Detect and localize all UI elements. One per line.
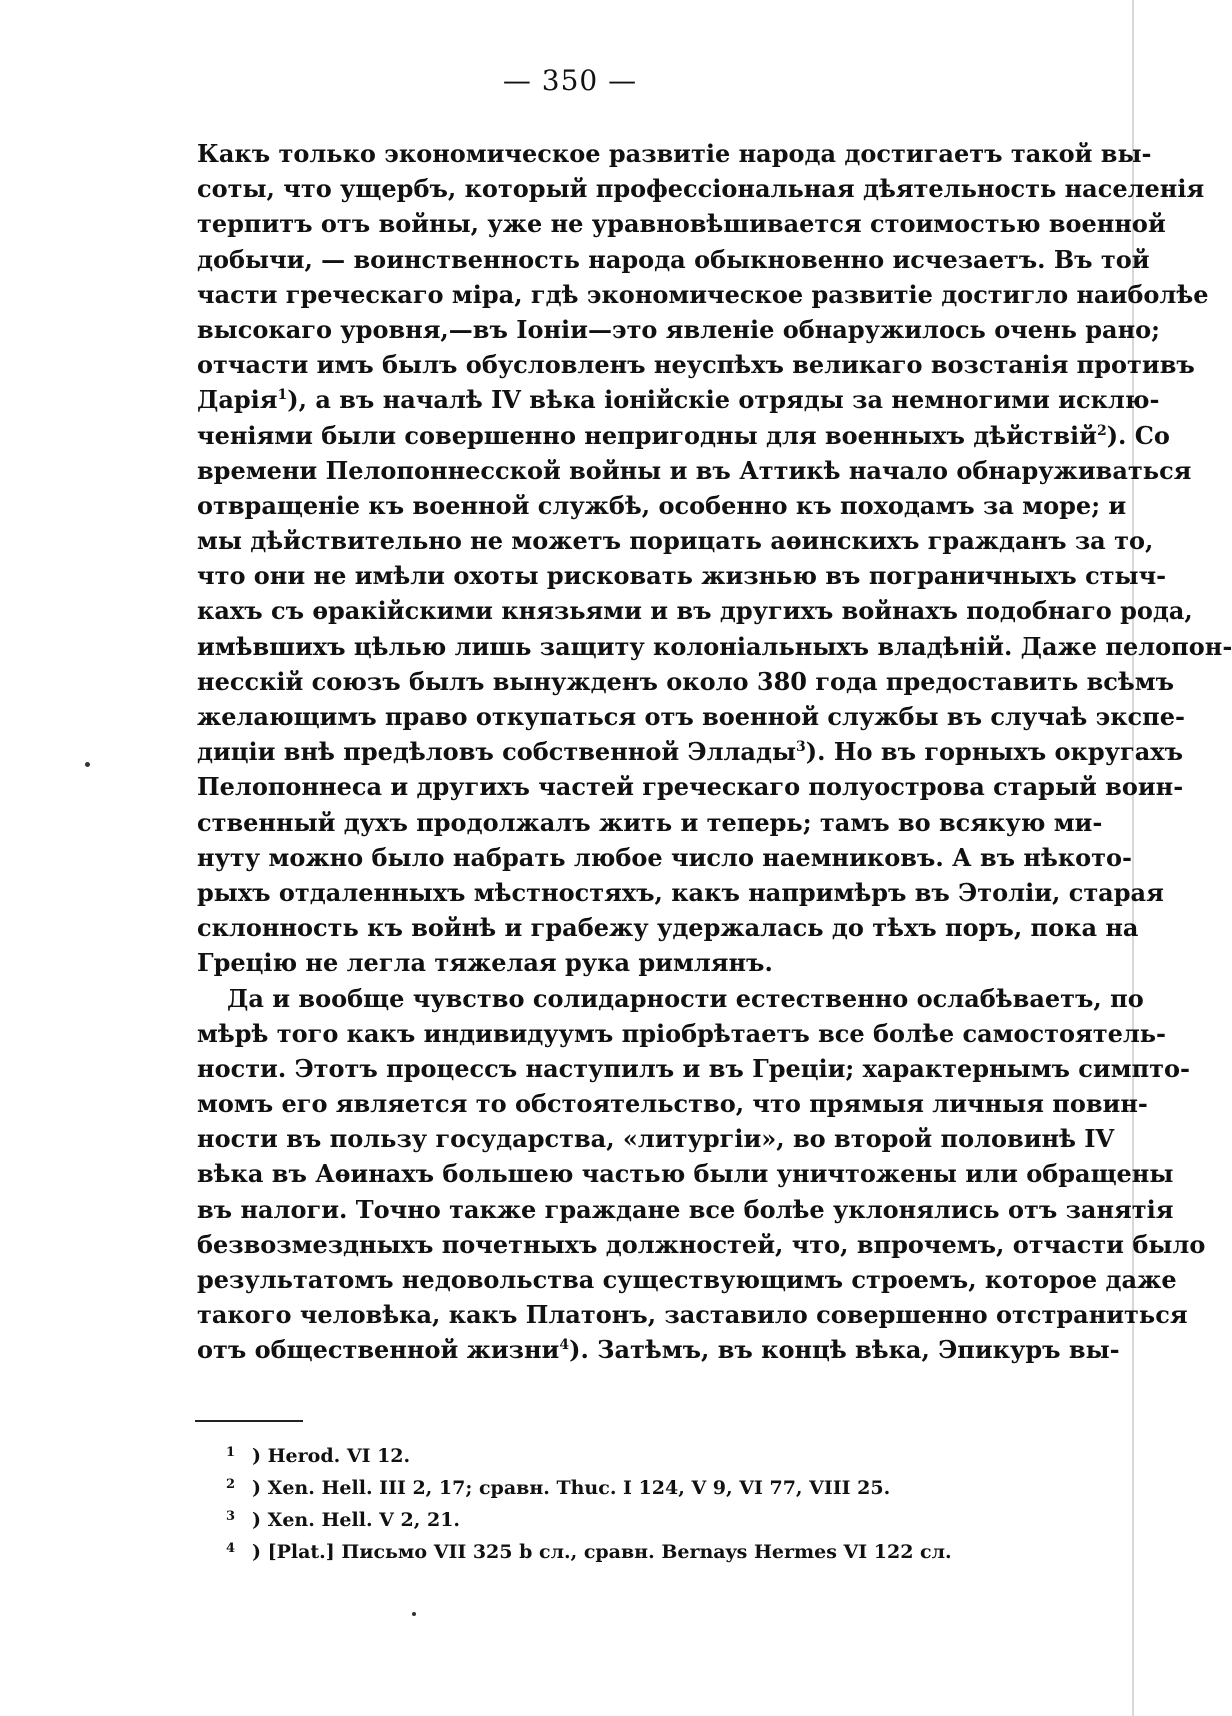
text-line: результатомъ недовольства существующимъ строемъ, которое даже bbox=[197, 1265, 1177, 1294]
text-line: отчасти имъ былъ обусловленъ неуспѣхъ великаго возстанія противъ bbox=[197, 350, 1195, 380]
footnote: $^2$ ) Xen. Hell. III 2, 17; сравн. Thuc. I 124, V 9, VI 77, VIII 25. bbox=[226, 1477, 891, 1499]
footnote: $^3$ ) Xen. Hell. V 2, 21. bbox=[226, 1509, 461, 1531]
footnote-ref: 4 bbox=[559, 1337, 570, 1354]
footnote-ref: 2 bbox=[1096, 422, 1107, 439]
text-line: диціи внѣ предѣловъ собственной Эллады$^3$). Но въ горныхъ округахъ bbox=[197, 737, 1183, 767]
text-line: несскій союзъ былъ вынужденъ около 380 года предоставить всѣмъ bbox=[197, 666, 1175, 696]
text-line: желающимъ право откупаться отъ военной службы въ случаѣ экспе- bbox=[197, 702, 1185, 731]
footnote-number: 1 bbox=[226, 1445, 236, 1460]
text-line: ченіями были совершенно непригодны для военныхъ дѣйствій$^2$). Со bbox=[197, 420, 1170, 450]
text-line: ственный духъ продолжалъ жить и теперь; тамъ во всякую ми- bbox=[197, 807, 1103, 837]
text-line: отвращеніе къ военной службѣ, особенно къ походамъ за море; и bbox=[197, 490, 1127, 520]
footnote-rule bbox=[195, 1420, 303, 1422]
text-line: части греческаго міра, гдѣ экономическое развитіе достигло наиболѣе bbox=[197, 279, 1209, 309]
text-line: добычи, — воинственность народа обыкновенно исчезаетъ. Въ той bbox=[197, 244, 1150, 274]
text-line: Да и вообще чувство солидарности естественно ослабѣваетъ, по bbox=[227, 983, 1144, 1013]
text-line: Пелопоннеса и другихъ частей греческаго полуострова старый воин- bbox=[197, 772, 1184, 802]
text-line: вѣка въ Аѳинахъ большею частью были уничтожены или обращены bbox=[197, 1159, 1174, 1189]
text-line: имѣвшихъ цѣлью лишь защиту колоніальныхъ владѣній. Даже пелопон- bbox=[197, 631, 1232, 661]
text-line: мѣрѣ того какъ индивидуумъ пріобрѣтаетъ все болѣе самостоятель- bbox=[197, 1018, 1167, 1048]
text-line: такого человѣка, какъ Платонъ, заставило совершенно отстраниться bbox=[197, 1300, 1188, 1330]
text-line: кахъ съ ѳракійскими князьями и въ другихъ войнахъ подобнаго рода, bbox=[197, 596, 1193, 626]
text-line: Дарія$^1$), а въ началѣ IV вѣка іонійскіе отряды за немногими исклю- bbox=[197, 385, 1160, 415]
text-line: ности въ пользу государства, «литургіи», во второй половинѣ IV bbox=[197, 1124, 1115, 1154]
footnotes bbox=[226, 1440, 1026, 1568]
text-line: рыхъ отдаленныхъ мѣстностяхъ, какъ напримѣръ въ Этоліи, старая bbox=[197, 877, 1164, 907]
body-text bbox=[197, 136, 1232, 1368]
scan-speck bbox=[412, 1612, 416, 1616]
text-line: нуту можно было набрать любое число наемниковъ. А въ нѣкото- bbox=[197, 842, 1133, 872]
text-line: момъ его является то обстоятельство, что прямыя личныя повин- bbox=[197, 1089, 1148, 1119]
text-line: отъ общественной жизни$^4$). Затѣмъ, въ концѣ вѣка, Эпикуръ вы- bbox=[197, 1335, 1120, 1365]
footnote-number: 2 bbox=[226, 1477, 236, 1492]
text-line: безвозмездныхъ почетныхъ должностей, что, впрочемъ, отчасти было bbox=[197, 1229, 1206, 1259]
text-line: Какъ только экономическое развитіе народа достигаетъ такой вы- bbox=[197, 139, 1152, 168]
text-line: склонность къ войнѣ и грабежу удержалась до тѣхъ поръ, пока на bbox=[197, 913, 1139, 943]
footnote-ref: 1 bbox=[277, 387, 288, 404]
text-line: въ налоги. Точно также граждане все болѣе уклонялись отъ занятія bbox=[197, 1194, 1174, 1224]
text-line: что они не имѣли охоты рисковать жизнью въ пограничныхъ стыч- bbox=[197, 561, 1167, 591]
footnote-number: 4 bbox=[226, 1541, 236, 1556]
scan-speck bbox=[85, 762, 90, 767]
text-line: терпитъ отъ войны, уже не уравновѣшивается стоимостью военной bbox=[197, 209, 1166, 239]
text-line: Грецію не легла тяжелая рука римлянъ. bbox=[197, 948, 773, 978]
text-line: соты, что ущербъ, который профессіональная дѣятельность населенія bbox=[197, 174, 1205, 204]
page-number: — 350 — bbox=[502, 64, 638, 97]
text-line: времени Пелопоннесской войны и въ Аттикѣ начало обнаруживаться bbox=[197, 455, 1192, 485]
footnote-number: 3 bbox=[226, 1509, 236, 1524]
footnote: $^1$ ) Herod. VI 12. bbox=[226, 1445, 411, 1467]
text-line: мы дѣйствительно не можетъ порицать аѳинскихъ гражданъ за то, bbox=[197, 526, 1154, 556]
footnote-ref: 3 bbox=[796, 739, 806, 756]
text-line: ности. Этотъ процессъ наступилъ и въ Греціи; характернымъ симпто- bbox=[197, 1053, 1190, 1083]
footnote: $^4$ ) [Plat.] Письмо VII 325 b сл., сравн. Bernays Hermes VI 122 сл. bbox=[226, 1541, 952, 1563]
text-line: высокаго уровня,—въ Іоніи—это явленіе обнаружилось очень рано; bbox=[197, 314, 1161, 344]
